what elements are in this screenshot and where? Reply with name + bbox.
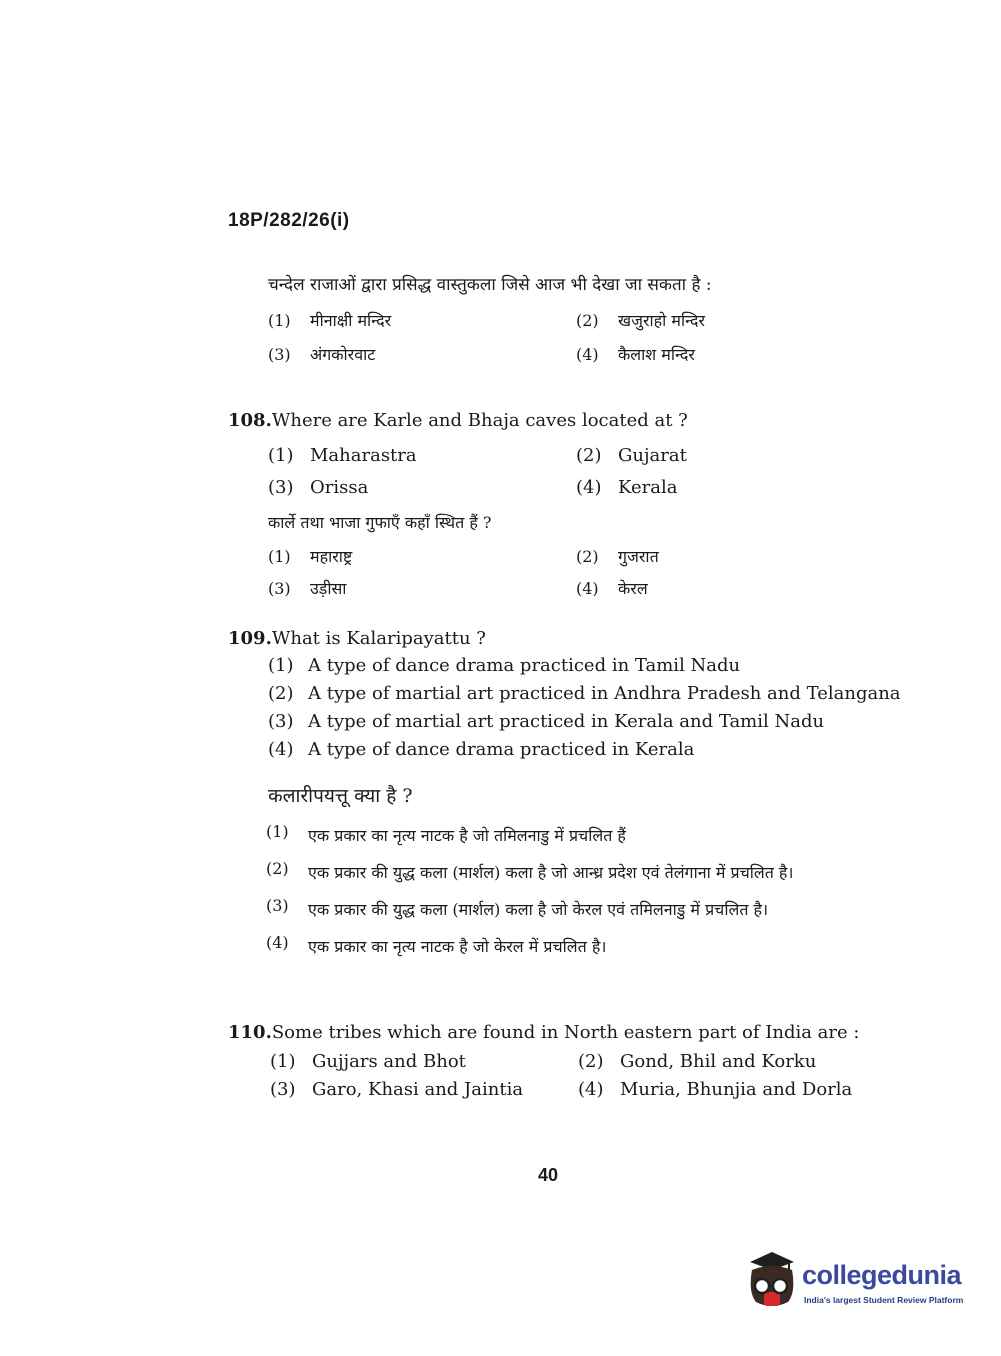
option-108-hindi-1: (1) महाराष्ट्र [268, 547, 353, 566]
option-110-1: (1) Gujjars and Bhot [270, 1051, 466, 1072]
option-108-1: (1) Maharastra [268, 445, 417, 466]
option-109-2: (2) A type of martial art practiced in Andhra Pradesh and Telangana [268, 683, 901, 704]
question-107-hindi-options [228, 309, 888, 389]
question-110 [228, 1022, 888, 1111]
question-109 [228, 628, 901, 970]
question-108 [228, 410, 888, 611]
question-108-options [228, 445, 888, 511]
question-108-hindi-options [228, 545, 888, 611]
option-107-hindi-2: (2) खजुराहो मन्दिर [576, 311, 706, 330]
logo-tagline: India's largest Student Review Platform [804, 1295, 964, 1305]
option-109-4: (4) A type of dance drama practiced in Kerala [268, 739, 695, 760]
option-109-hindi-2: (2) एक प्रकार की युद्ध कला (मार्शल) कला है जो आन्ध्र प्रदेश एवं तेलंगाना में प्रचलित है। [266, 859, 794, 882]
option-108-2: (2) Gujarat [576, 445, 687, 466]
option-109-3: (3) A type of martial art practiced in Kerala and Tamil Nadu [268, 711, 825, 732]
option-109-hindi-3: (3) एक प्रकार की युद्ध कला (मार्शल) कला है जो केरल एवं तमिलनाडु में प्रचलित है। [266, 896, 769, 919]
question-110-options [228, 1051, 888, 1111]
option-107-hindi-3: (3) अंगकोरवाट [268, 345, 376, 364]
option-108-hindi-3: (3) उड़ीसा [268, 579, 347, 598]
option-108-4: (4) Kerala [576, 477, 678, 498]
collegedunia-logo [742, 1248, 972, 1312]
page-number: 40 [538, 1165, 559, 1185]
question-109-hindi-options [266, 822, 888, 960]
logo-wordmark: collegedunia [802, 1260, 962, 1290]
question-109-hindi-text: कलारीपयत्तू क्या है ? [268, 785, 413, 807]
option-110-2: (2) Gond, Bhil and Korku [578, 1051, 817, 1072]
option-110-4: (4) Muria, Bhunjia and Dorla [578, 1079, 853, 1100]
mascot-icon [742, 1248, 802, 1312]
option-109-hindi-1: (1) एक प्रकार का नृत्य नाटक है जो तमिलनाडु में प्रचलित हैं [266, 822, 626, 845]
question-109-options [228, 652, 901, 764]
question-107-hindi-text: चन्देल राजाओं द्वारा प्रसिद्ध वास्तुकला जिसे आज भी देखा जा सकता है : [268, 275, 712, 295]
question-108-text: 108.Where are Karle and Bhaja caves located at ? [228, 410, 688, 431]
paper-code: 18P/282/26(i) [228, 210, 350, 231]
option-109-hindi-4: (4) एक प्रकार का नृत्य नाटक है जो केरल में प्रचलित है। [266, 933, 607, 956]
option-107-hindi-4: (4) कैलाश मन्दिर [576, 345, 695, 364]
option-109-1: (1) A type of dance drama practiced in Tamil Nadu [268, 655, 741, 676]
question-110-text: 110.Some tribes which are found in North eastern part of India are : [228, 1022, 860, 1043]
question-109-text: 109.What is Kalaripayattu ? [228, 628, 486, 649]
question-108-hindi-text: कार्ले तथा भाजा गुफाएँ कहाँ स्थित हैं ? [268, 513, 492, 532]
question-107 [228, 272, 888, 389]
option-108-hindi-2: (2) गुजरात [576, 547, 659, 566]
option-110-3: (3) Garo, Khasi and Jaintia [270, 1079, 524, 1100]
option-107-hindi-1: (1) मीनाक्षी मन्दिर [268, 311, 392, 330]
option-108-hindi-4: (4) केरल [576, 579, 648, 598]
option-108-3: (3) Orissa [268, 477, 369, 498]
